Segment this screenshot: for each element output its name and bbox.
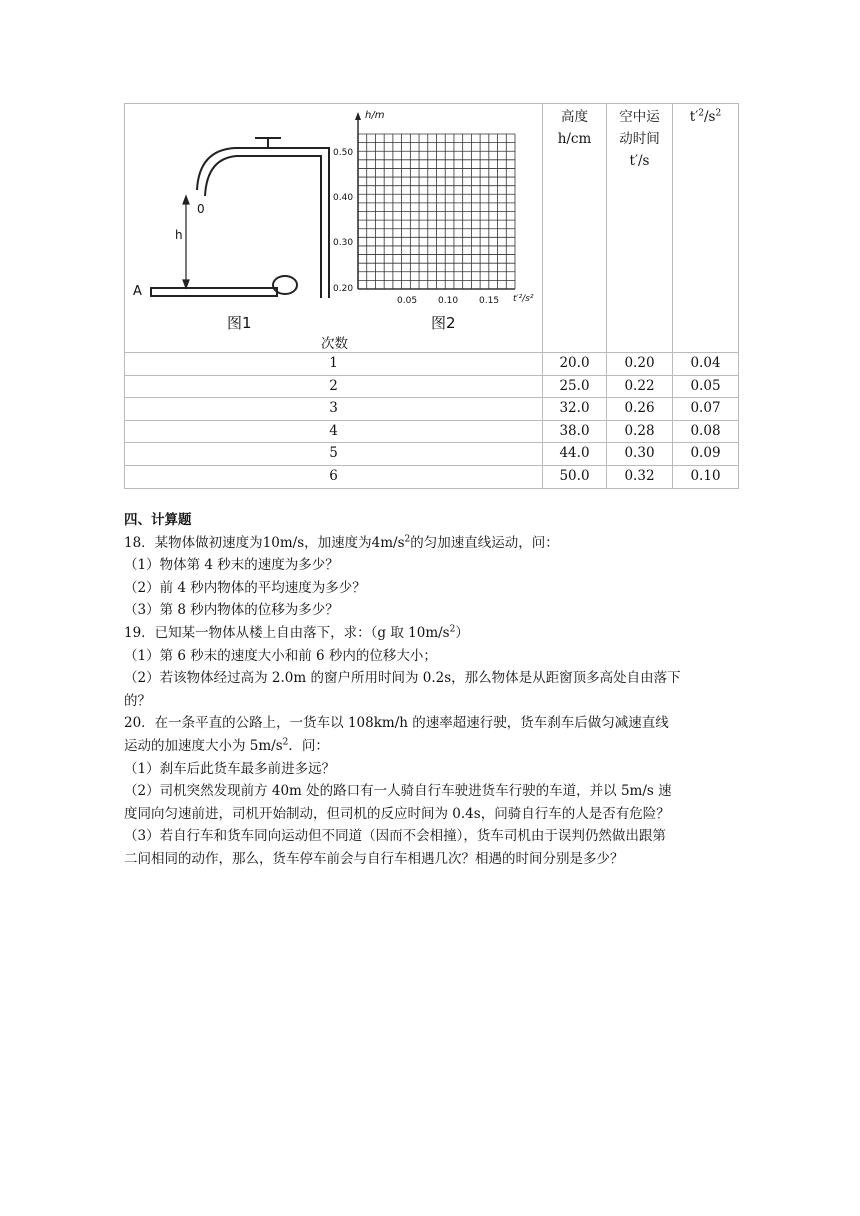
height-header-line2: h/cm	[557, 131, 592, 147]
tsq-base: t′	[689, 109, 699, 125]
figure-1-label: 图1	[227, 314, 252, 332]
q20-part3-line2: 二问相同的动作，那么，货车停车前会与自行车相遇几次？相遇的时间分别是多少？	[124, 850, 624, 867]
time-header	[607, 104, 673, 353]
q20-part3-line1: （3）若自行车和货车同向运动但不同道（因而不会相撞），货车司机由于误判仍然做出跟第	[124, 828, 666, 845]
row-time-squared: 0.07	[673, 398, 739, 421]
q20-stem-line1: 20．在一条平直的公路上，一货车以 108km/h 的速率超速行驶，货车刹车后做匀减速直线	[124, 715, 669, 732]
figure-2-grid	[125, 104, 541, 352]
row-height: 38.0	[543, 420, 607, 443]
q18-part3: （3）第 8 秒内物体的位移为多少？	[124, 602, 339, 619]
row-time-squared: 0.10	[673, 465, 739, 488]
row-time: 0.20	[607, 353, 673, 376]
row-index: 6	[125, 465, 543, 488]
row-index: 5	[125, 443, 543, 466]
table-header-row	[125, 104, 739, 353]
q20-stem-a2: 运动的加速度大小为 5m/s	[124, 737, 283, 754]
x-tick-label: 0.05	[397, 296, 418, 306]
q19-stem-a: 19．已知某一物体从楼上自由落下，求：（g 取 10m/s	[124, 624, 450, 641]
fig1-h-label: h	[175, 228, 183, 242]
table-row	[125, 375, 739, 398]
fig1-point-a-label: A	[133, 284, 142, 299]
row-time-squared: 0.09	[673, 443, 739, 466]
y-tick-label: 0.30	[333, 238, 354, 248]
row-height: 25.0	[543, 375, 607, 398]
y-axis-arrowhead	[355, 112, 361, 120]
table-row	[125, 465, 739, 488]
q19-part2-line1: （2）若该物体经过高为 2.0m 的窗户所用时间为 0.2s，那么物体是从距窗顶多高处自由落下	[124, 670, 681, 687]
q20-stem-b: ．问：	[288, 737, 329, 754]
q18-stem-sup: 2	[404, 534, 411, 545]
tsq-unit: /s	[704, 109, 716, 125]
q20-part2-line1: （2）司机突然发现前方 40m 处的路口有一人骑自行车驶进货车行驶的车道，并以 5m/s 速	[124, 783, 672, 800]
q18-stem	[124, 532, 744, 555]
height-header	[543, 104, 607, 353]
row-height: 50.0	[543, 465, 607, 488]
tsq-sup: 2	[698, 108, 704, 119]
q19-stem-sup: 2	[449, 624, 456, 635]
time-header-line3: t′/s	[629, 153, 650, 169]
q18-part2: （2）前 4 秒内物体的平均速度为多少？	[124, 579, 366, 596]
height-header-line1: 高度	[561, 109, 588, 125]
row-time: 0.32	[607, 465, 673, 488]
data-table	[124, 103, 739, 489]
figures	[125, 104, 541, 352]
q18-part1: （1）物体第 4 秒末的速度为多少？	[124, 557, 339, 574]
row-index: 4	[125, 420, 543, 443]
y-tick-label: 0.50	[333, 148, 354, 158]
fig2-axis-x-label: t′²/s²	[513, 294, 534, 304]
table-row	[125, 353, 739, 376]
row-index: 3	[125, 398, 543, 421]
y-tick-label: 0.40	[333, 193, 354, 203]
x-tick-label: 0.15	[479, 296, 500, 306]
row-time: 0.26	[607, 398, 673, 421]
section-title: 四、计算题	[124, 512, 192, 528]
time-header-line2: 动时间	[619, 131, 660, 147]
table-row	[125, 398, 739, 421]
q18-stem-a: 18．某物体做初速度为10m/s，加速度为4m/s	[124, 534, 405, 551]
table-row	[125, 420, 739, 443]
y-tick-label: 0.20	[333, 284, 354, 294]
row-time: 0.30	[607, 443, 673, 466]
tsq-unit-sup: 2	[715, 108, 722, 119]
row-time: 0.28	[607, 420, 673, 443]
row-time-squared: 0.08	[673, 420, 739, 443]
figure-2-label: 图2	[431, 314, 456, 332]
row-height: 20.0	[543, 353, 607, 376]
q20-stem-line2	[124, 735, 744, 758]
figure-cell	[125, 104, 543, 353]
fig1-zero-label: 0	[197, 202, 205, 216]
q20-part2-line2: 度同向匀速前进，司机开始制动，但司机的反应时间为 0.4s，问骑自行车的人是否有危险？	[124, 805, 670, 822]
fig2-axis-y-label: h/m	[365, 110, 385, 121]
table-row	[125, 443, 739, 466]
row-index: 1	[125, 353, 543, 376]
time-header-line1: 空中运	[619, 109, 660, 125]
q19-part1: （1）第 6 秒末的速度大小和前 6 秒内的位移大小；	[124, 647, 437, 664]
row-index: 2	[125, 375, 543, 398]
q19-stem-b: ）	[455, 624, 469, 641]
q20-part1: （1）刹车后此货车最多前进多远？	[124, 760, 336, 777]
row-time-squared: 0.04	[673, 353, 739, 376]
row-height: 44.0	[543, 443, 607, 466]
q20-stem-sup: 2	[282, 737, 289, 748]
row-height: 32.0	[543, 398, 607, 421]
calculation-section	[124, 509, 744, 871]
q19-part2-line2: 的？	[124, 692, 151, 709]
time-squared-header	[673, 104, 739, 353]
count-column-label: 次数	[321, 336, 348, 352]
q19-stem	[124, 622, 744, 645]
x-tick-label: 0.10	[438, 296, 459, 306]
q18-stem-b: 的匀加速直线运动，问：	[410, 534, 559, 551]
row-time: 0.22	[607, 375, 673, 398]
row-time-squared: 0.05	[673, 375, 739, 398]
